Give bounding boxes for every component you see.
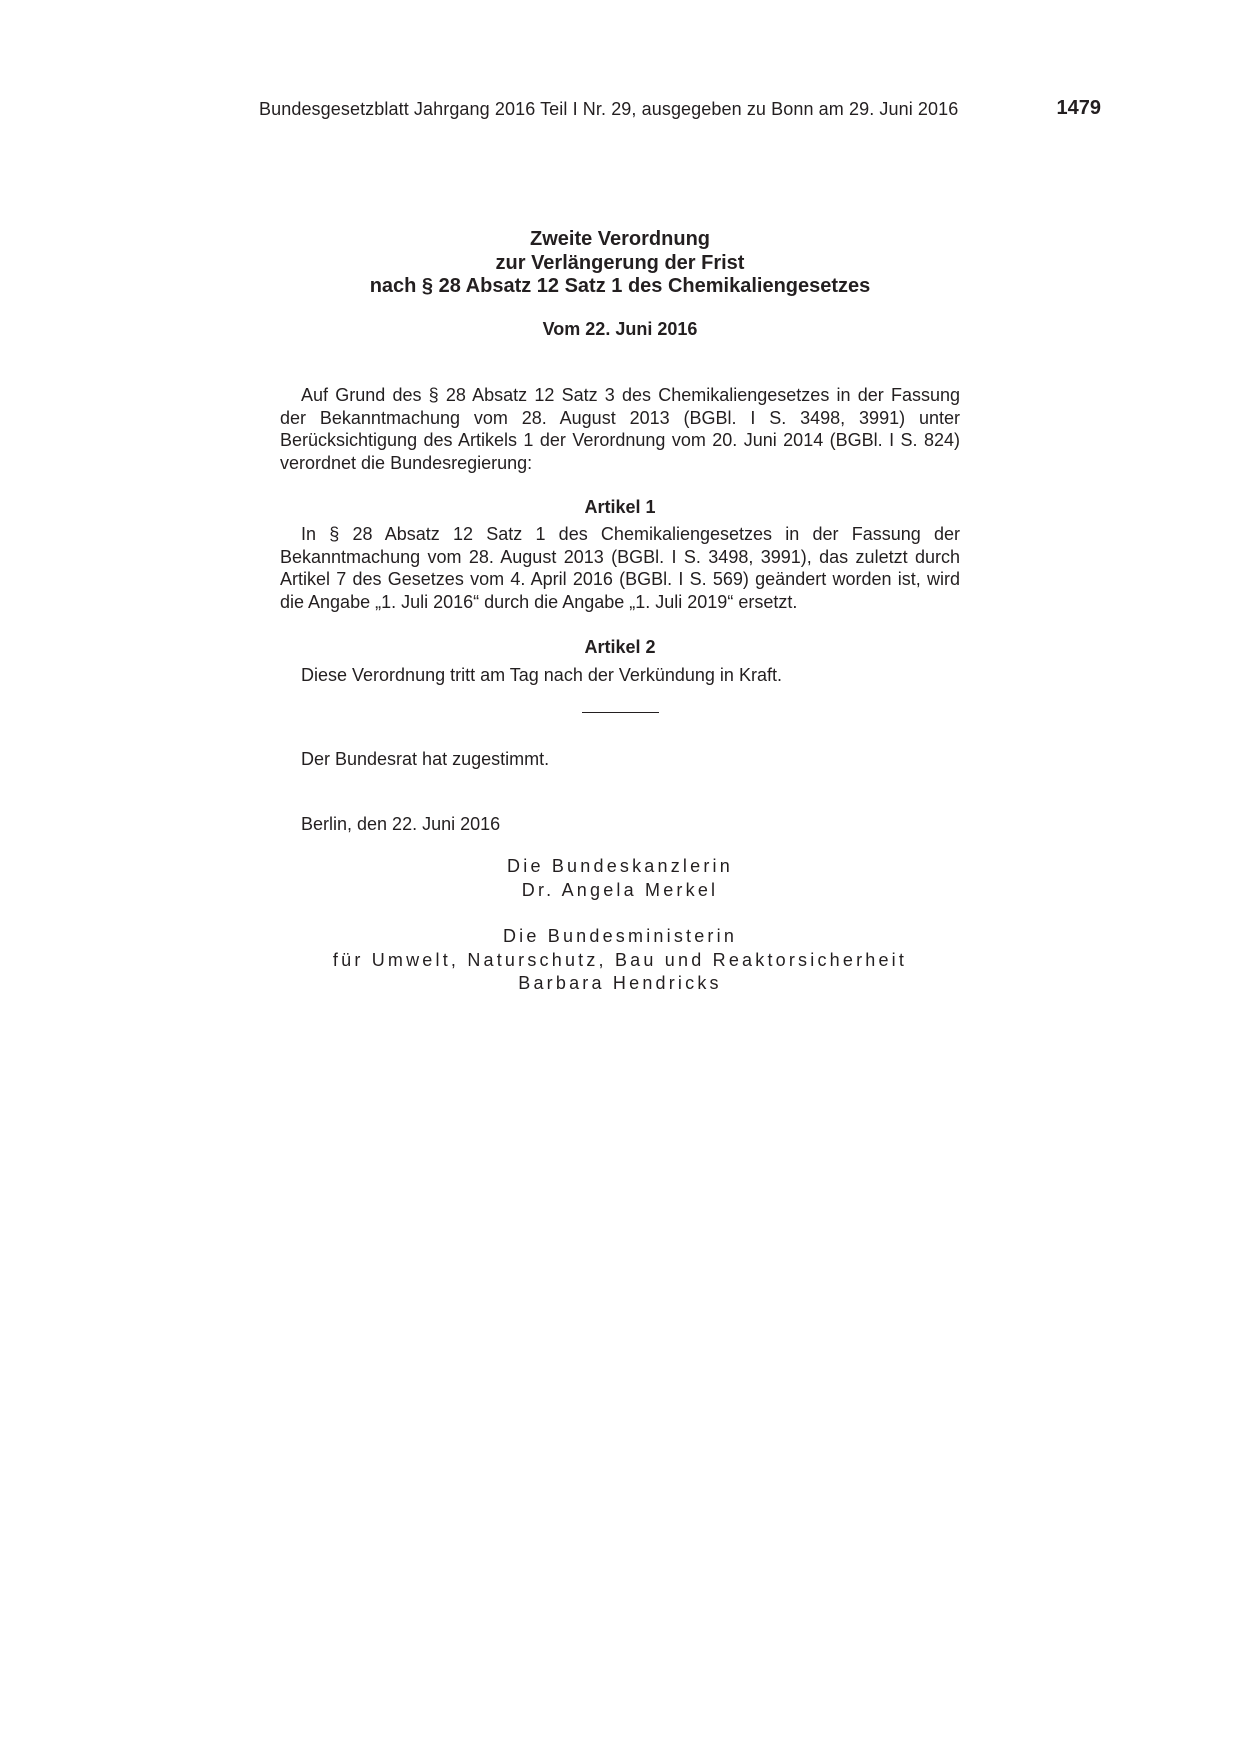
signature-name: Dr. Angela Merkel <box>521 879 719 900</box>
signature-minister <box>280 925 960 996</box>
signature-role: Die Bundesministerin <box>502 926 738 946</box>
title-line-3: nach § 28 Absatz 12 Satz 1 des Chemikaliengesetzes <box>369 275 871 297</box>
place-date-text: Berlin, den 22. Juni 2016 <box>301 814 501 834</box>
document-title <box>280 228 960 299</box>
signature-role: Die Bundeskanzlerin <box>507 856 733 876</box>
article-2 <box>280 664 960 687</box>
article-1-heading: Artikel 1 <box>584 497 656 517</box>
article-2-text: Diese Verordnung tritt am Tag nach der Verkündung in Kraft. <box>301 665 782 685</box>
preamble-text: Auf Grund des § 28 Absatz 12 Satz 3 des Chemikaliengesetzes in der Fassung der Bekanntmachung vom 28. August 2013 (BGBl. I S. 3498, 3991) unter Berücksichtigung des Artikels 1 der Verordnung vom 20. Juni 2014 (BGBl. I S. 824) verordnet die Bundesregierung: <box>280 385 960 473</box>
consent-text: Der Bundesrat hat zugestimmt. <box>301 749 550 769</box>
title-line-2: zur Verlängerung der Frist <box>495 251 745 274</box>
article-2-heading: Artikel 2 <box>584 637 656 657</box>
article-1-text: In § 28 Absatz 12 Satz 1 des Chemikaliengesetzes in der Fassung der Bekanntmachung vom 28. August 2013 (BGBl. I S. 3498, 3991), das zuletzt durch Artikel 7 des Gesetzes vom 4. April 2016 (BGBl. I S. 569) geändert worden ist, wird die Angabe „1. Juli 2016“ durch die Angabe „1. Juli 2019“ ersetzt. <box>280 524 960 612</box>
signature-department: für Umwelt, Naturschutz, Bau und Reaktorsicherheit <box>332 949 908 970</box>
consent-note <box>280 748 960 771</box>
document-date: Vom 22. Juni 2016 <box>542 319 698 339</box>
preamble <box>280 384 960 474</box>
page-number: 1479 <box>1056 97 1101 119</box>
separator-rule <box>582 712 659 713</box>
article-1 <box>280 523 960 613</box>
running-header: Bundesgesetzblatt Jahrgang 2016 Teil I Nr. 29, ausgegeben zu Bonn am 29. Juni 2016 <box>259 99 959 119</box>
signature-name: Barbara Hendricks <box>518 973 722 993</box>
place-date <box>280 813 960 836</box>
title-line-1: Zweite Verordnung <box>529 228 711 250</box>
signature-chancellor <box>280 855 960 902</box>
